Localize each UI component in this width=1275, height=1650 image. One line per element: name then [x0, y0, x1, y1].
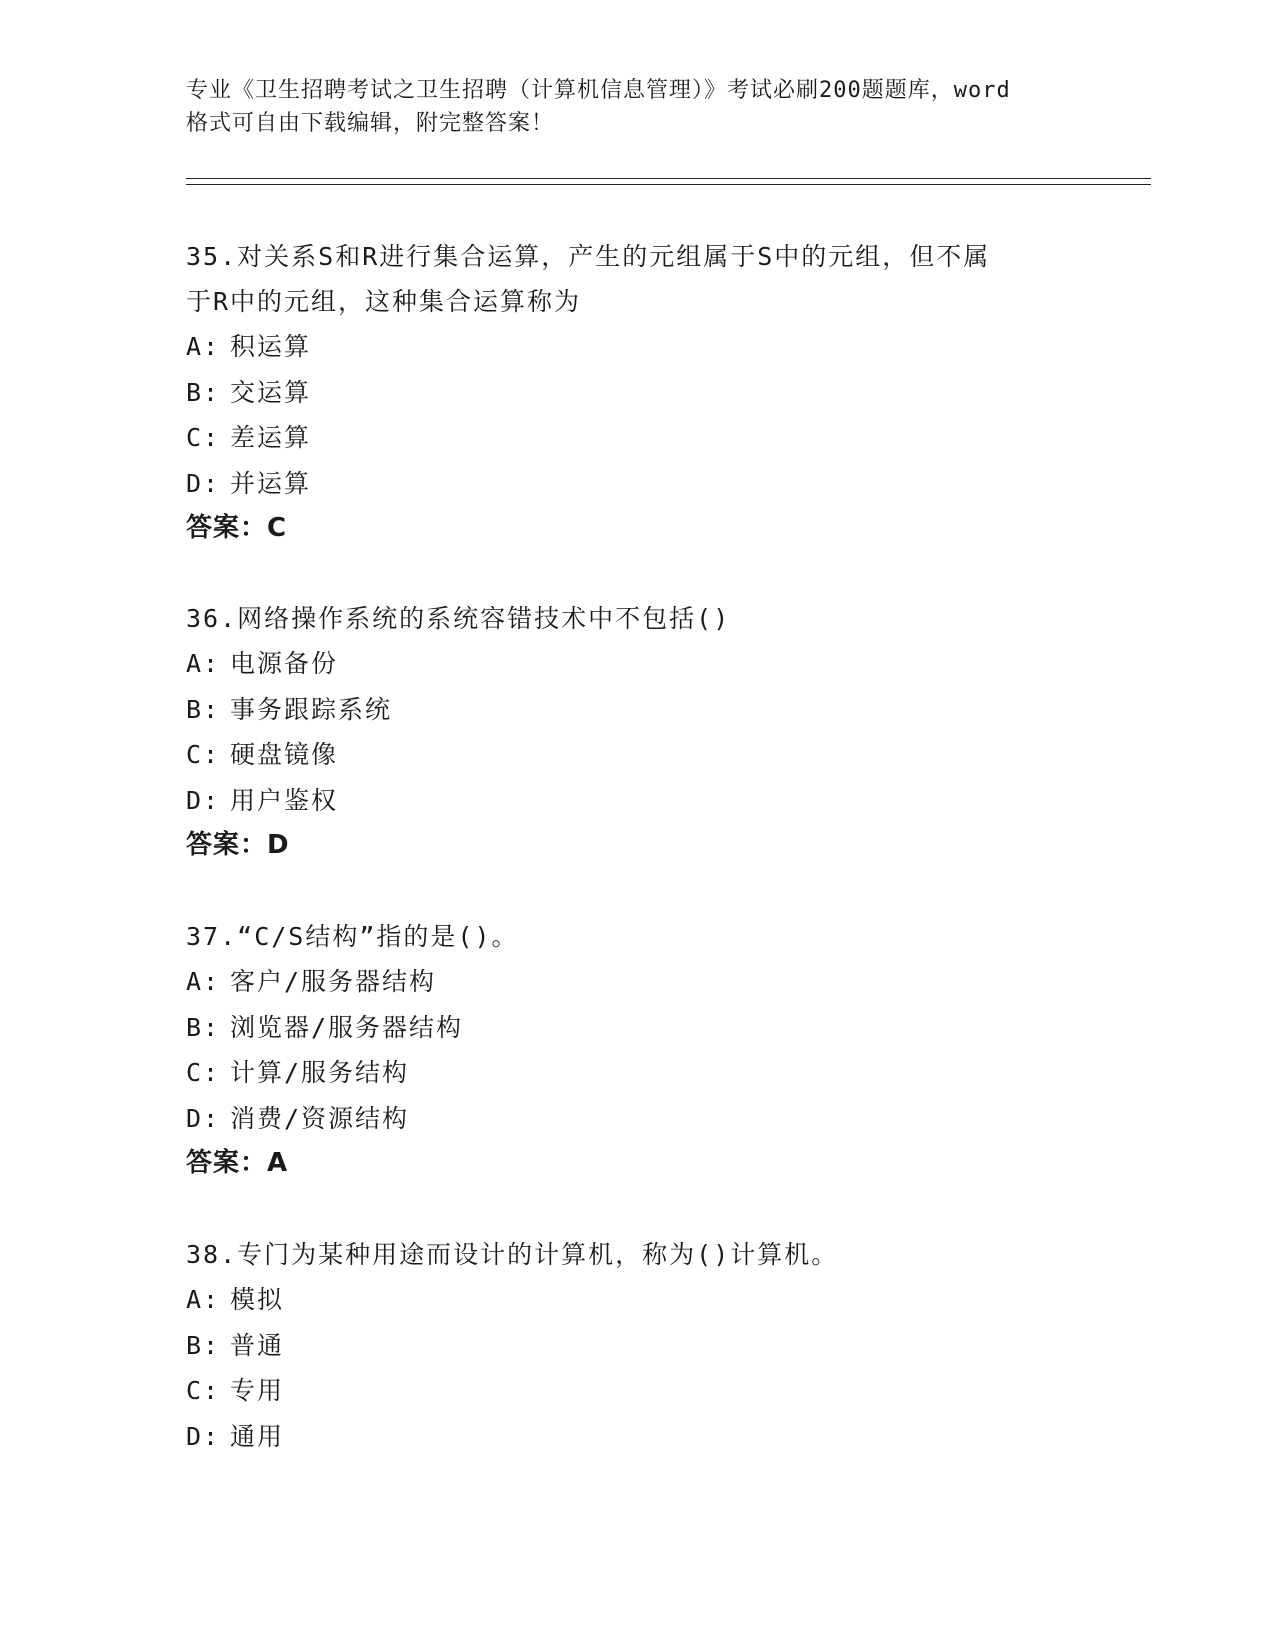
option-text: 模拟	[230, 1285, 285, 1314]
option-letter: C:	[186, 423, 221, 452]
answer-line: 答案：A	[186, 1148, 289, 1178]
document-header	[186, 74, 1086, 140]
question-stem-line: 38.专门为某种用途而设计的计算机，称为()计算机。	[186, 1240, 839, 1269]
option-letter: B:	[186, 694, 221, 724]
header-line-2: 格式可自由下载编辑，附完整答案！	[186, 111, 555, 136]
question-38	[186, 1232, 1086, 1459]
option-a	[186, 324, 1086, 370]
option-letter: D:	[186, 1103, 221, 1133]
option-letter: D:	[186, 785, 221, 815]
option-text: 消费/资源结构	[230, 1103, 410, 1133]
option-b	[186, 370, 1086, 416]
option-text: 专用	[230, 1376, 285, 1405]
option-letter: A:	[186, 332, 221, 361]
option-b	[186, 1323, 1086, 1369]
question-stem-line: 35.对关系S和R进行集合运算，产生的元组属于S中的元组，但不属	[186, 242, 991, 271]
option-letter: B:	[186, 377, 221, 407]
option-letter: C:	[186, 1376, 221, 1405]
question-stem-line: 于R中的元组，这种集合运算称为	[186, 287, 582, 316]
option-c	[186, 1368, 1086, 1414]
option-letter: B:	[186, 1330, 221, 1360]
option-b	[186, 687, 1086, 733]
option-text: 交运算	[230, 377, 312, 407]
option-d	[186, 778, 1086, 824]
option-d	[186, 1096, 1086, 1142]
option-text: 浏览器/服务器结构	[230, 1012, 464, 1042]
header-line-1: 专业《卫生招聘考试之卫生招聘（计算机信息管理）》考试必刷200题题库，word	[186, 78, 1011, 103]
question-36	[186, 596, 1086, 868]
option-letter: D:	[186, 1421, 221, 1451]
option-c	[186, 1050, 1086, 1096]
option-a	[186, 641, 1086, 687]
option-text: 差运算	[230, 423, 312, 452]
header-divider-top	[186, 178, 1151, 179]
option-d	[186, 1414, 1086, 1460]
option-letter: C:	[186, 740, 221, 769]
option-c	[186, 732, 1086, 778]
option-a	[186, 959, 1086, 1005]
question-37	[186, 914, 1086, 1186]
question-stem-line: 36.网络操作系统的系统容错技术中不包括()	[186, 604, 731, 633]
option-text: 普通	[230, 1330, 285, 1360]
option-d	[186, 461, 1086, 507]
option-text: 积运算	[230, 332, 312, 361]
option-letter: A:	[186, 649, 221, 678]
option-text: 硬盘镜像	[230, 740, 339, 769]
question-35	[186, 234, 1086, 551]
answer-line: 答案：D	[186, 830, 290, 860]
option-letter: C:	[186, 1058, 221, 1087]
option-letter: A:	[186, 1285, 221, 1314]
option-letter: D:	[186, 468, 221, 498]
answer-line: 答案：C	[186, 513, 288, 543]
option-text: 事务跟踪系统	[230, 694, 393, 724]
question-stem-line: 37.“C/S结构”指的是()。	[186, 922, 519, 951]
option-a	[186, 1277, 1086, 1323]
option-text: 用户鉴权	[230, 785, 339, 815]
option-b	[186, 1005, 1086, 1051]
option-letter: A:	[186, 967, 221, 996]
header-divider-bottom	[186, 184, 1151, 185]
option-text: 客户/服务器结构	[230, 967, 437, 996]
option-text: 计算/服务结构	[230, 1058, 410, 1087]
option-text: 通用	[230, 1421, 285, 1451]
option-text: 电源备份	[230, 649, 339, 678]
option-c	[186, 415, 1086, 461]
option-text: 并运算	[230, 468, 312, 498]
option-letter: B:	[186, 1012, 221, 1042]
